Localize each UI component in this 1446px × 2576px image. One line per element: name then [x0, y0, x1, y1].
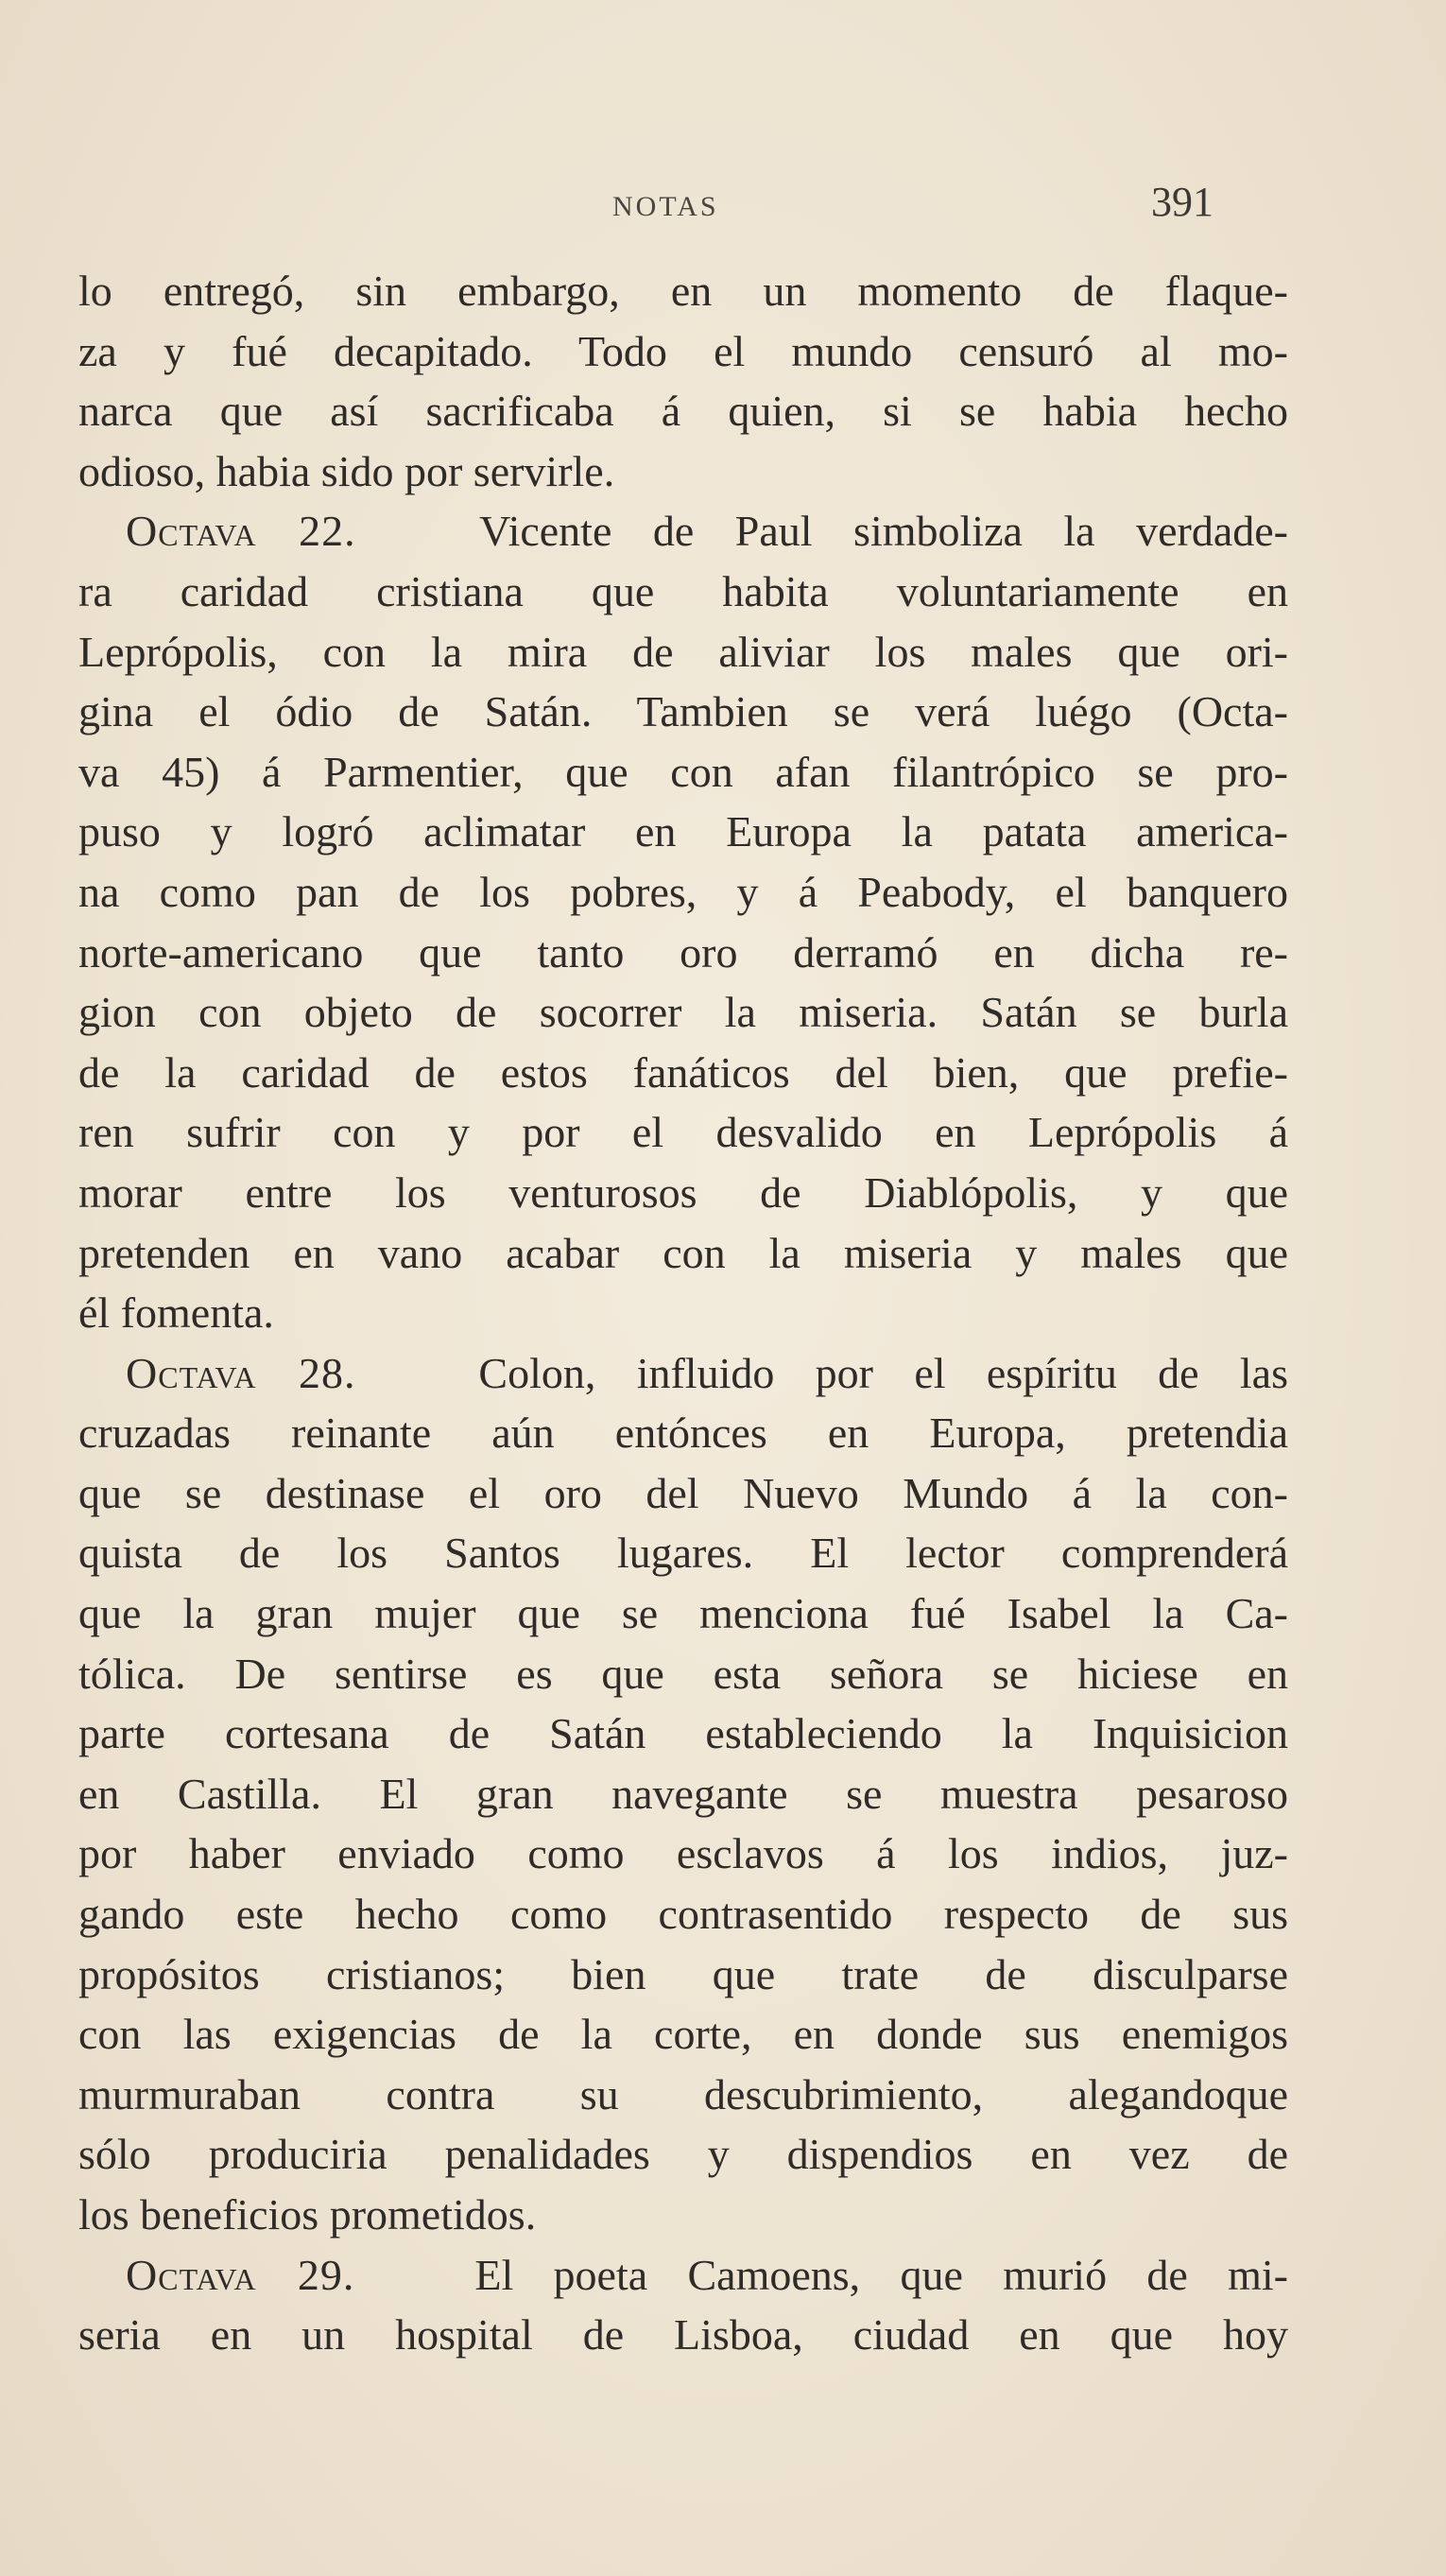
- text-line: quista de los Santos lugares. El lector comprenderá: [78, 1529, 1288, 1578]
- text-line: que la gran mujer que se menciona fué Isabel la Ca-: [78, 1589, 1288, 1638]
- note-first-line: [78, 501, 1288, 562]
- text-line: murmuraban contra su descubrimiento, alegandoque: [78, 2069, 1288, 2118]
- text-line: gando este hecho como contrasentido respecto de sus: [78, 1890, 1288, 1939]
- note-label: Octava 28.: [126, 1348, 356, 1397]
- text-line: pretenden en vano acabar con la miseria y males que: [78, 1228, 1288, 1277]
- text-line: los beneficios prometidos.: [78, 2190, 537, 2239]
- text-line: morar entre los venturosos de Diablópolis, y que: [78, 1167, 1288, 1217]
- text-run: Vicente de Paul simboliza la verdade-: [479, 507, 1288, 556]
- text-line: Leprópolis, con la mira de aliviar los males que ori-: [78, 627, 1288, 676]
- text-line: tólica. De sentirse es que esta señora se hiciese en: [78, 1649, 1288, 1698]
- text-line: norte-americano que tanto oro derramó en dicha re-: [78, 927, 1288, 977]
- text-line: puso y logró aclimatar en Europa la patata america-: [78, 807, 1288, 856]
- body-text: [78, 261, 1288, 2365]
- text-line: cruzadas reinante aún entónces en Europa, pretendia: [78, 1409, 1288, 1458]
- text-line: narca que así sacrificaba á quien, si se habia hecho: [78, 387, 1288, 436]
- text-line: parte cortesana de Satán estableciendo la Inquisicion: [78, 1709, 1288, 1758]
- text-line: propósitos cristianos; bien que trate de disculparse: [78, 1949, 1288, 1998]
- text-line: za y fué decapitado. Todo el mundo censuró al mo-: [78, 326, 1288, 375]
- running-head: [0, 178, 1446, 234]
- text-line: odioso, habia sido por servirle.: [78, 446, 615, 495]
- page-number: 391: [1151, 179, 1214, 225]
- text-run: Colon, influido por el espíritu de las: [478, 1348, 1288, 1397]
- text-run: El poeta Camoens, que murió de mi-: [474, 2250, 1288, 2299]
- text-line: ren sufrir con y por el desvalido en Leprópolis á: [78, 1108, 1288, 1157]
- text-line: na como pan de los pobres, y á Peabody, el banquero: [78, 867, 1288, 916]
- text-line: por haber enviado como esclavos á los indios, juz-: [78, 1829, 1288, 1878]
- note-label: Octava 22.: [126, 507, 356, 556]
- text-line: en Castilla. El gran navegante se muestra pesaroso: [78, 1769, 1288, 1818]
- text-line: gion con objeto de socorrer la miseria. Satán se burla: [78, 988, 1288, 1037]
- note-first-line: [78, 2245, 1288, 2306]
- text-line: va 45) á Parmentier, que con afan filantrópico se pro-: [78, 747, 1288, 796]
- text-line: de la caridad de estos fanáticos del bien, que prefie-: [78, 1047, 1288, 1097]
- text-line: con las exigencias de la corte, en donde sus enemigos: [78, 2010, 1288, 2059]
- text-line: que se destinase el oro del Nuevo Mundo á la con-: [78, 1468, 1288, 1517]
- text-line: ra caridad cristiana que habita voluntariamente en: [78, 566, 1288, 615]
- text-line: gina el ódio de Satán. Tambien se verá luégo (Octa-: [78, 687, 1288, 736]
- text-line: él fomenta.: [78, 1288, 274, 1338]
- text-line: sólo produciria penalidades y dispendios en vez de: [78, 2130, 1288, 2179]
- text-line: seria en un hospital de Lisboa, ciudad en que hoy: [78, 2310, 1288, 2360]
- running-head-title: NOTAS: [612, 191, 719, 222]
- note-first-line: [78, 1343, 1288, 1404]
- note-label: Octava 29.: [126, 2250, 355, 2299]
- text-line: lo entregó, sin embargo, en un momento de flaque-: [78, 267, 1288, 315]
